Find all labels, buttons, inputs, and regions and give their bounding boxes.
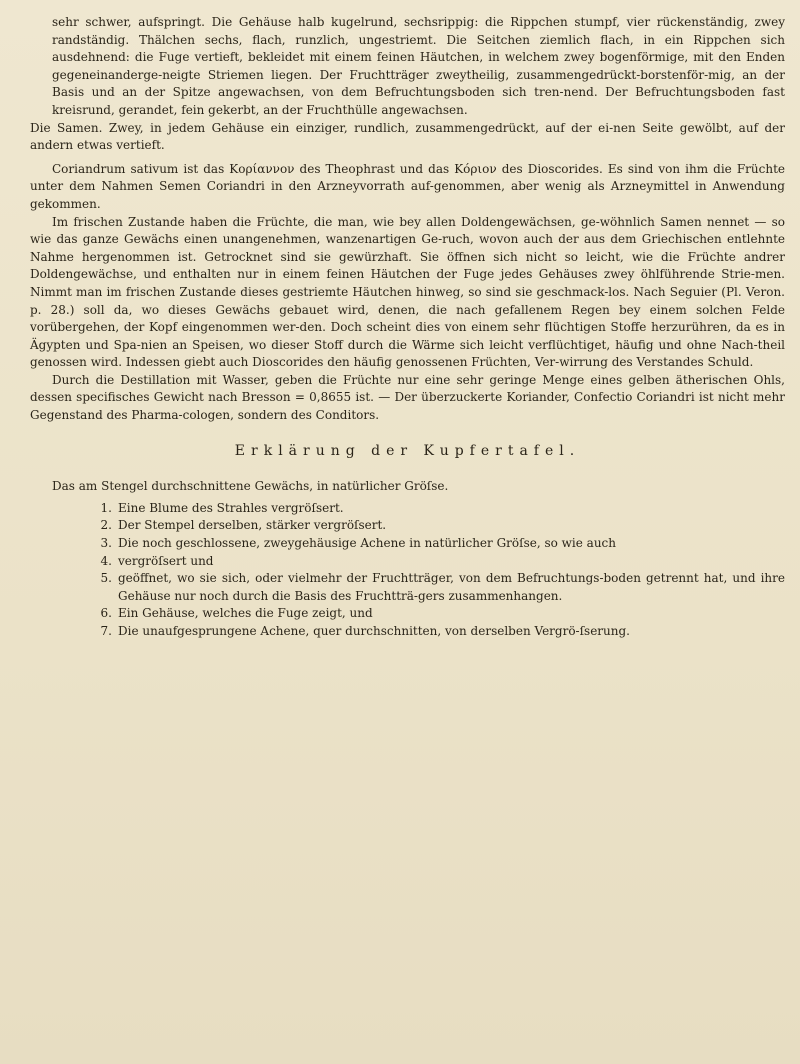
plate-explanation-heading: Erklärung der Kupfertafel. [234, 442, 581, 459]
item-text: Ein Gehäuse, welches die Fuge zeigt, und [118, 606, 373, 621]
list-item [30, 535, 785, 553]
item-number: 3. [100, 536, 112, 551]
item-text: Die noch geschlossene, zweygehäusige Achene in natürlicher Gröſse, so wie auch [118, 536, 617, 551]
seeds-paragraph: Die Samen. Zwey, in jedem Gehäuse ein einziger, rundlich, zusammengedrückt, auf der ei-nen Seite gewölbt, auf der andern etwas vertieft. [30, 120, 785, 153]
item-number: 6. [100, 606, 112, 621]
item-text: vergröſsert und [118, 553, 214, 568]
page-text [30, 14, 785, 641]
list-item [30, 500, 785, 518]
list-item [30, 570, 785, 605]
list-item [30, 553, 785, 571]
plate-intro-line: Das am Stengel durchschnittene Gewächs, in natürlicher Gröſse. [52, 479, 449, 494]
item-number: 2. [100, 518, 112, 533]
item-number: 4. [100, 553, 112, 568]
distillation-paragraph: Durch die Destillation mit Wasser, geben die Früchte nur eine sehr geringe Menge eines gelben ätherischen Ohls, dessen specifisches Gewicht nach Bresson = 0,8655 ist. — Der überzuckerte Koriander, Confectio Coriandri ist nicht mehr Gegenstand des Pharma-cologen, sondern des Conditors. [30, 372, 785, 423]
item-text: Der Stempel derselben, stärker vergröſsert. [118, 518, 387, 533]
fruit-description-paragraph: sehr schwer, aufspringt. Die Gehäuse halb kugelrund, sechsrippig: die Rippchen stumpf, vier rückenständig, zwey randständig. Thälchen sechs, flach, runzlich, ungestriemt. Die Seitchen ziemlich flach, in ein Rippchen sich ausdehnend: die Fuge vertieft, bekleidet mit einem feinen Häutchen, in welchem zwey bogenförmige, mit den Enden gegeneinanderge-neigte Striemen liegen. Der Fruchtträger zweytheilig, zusammengedrückt-borstenför-mig, an der Basis und an der Spitze angewachsen, von dem Befruchtungsboden sich tren-nend. Der Befruchtungsboden fast kreisrund, gerandet, fein gekerbt, an der Fruchthülle angewachsen. [52, 15, 785, 117]
item-number: 7. [100, 624, 112, 638]
list-item [30, 623, 785, 641]
fresh-state-paragraph: Im frischen Zustande haben die Früchte, die man, wie bey allen Doldengewächsen, ge-wöhnlich Samen nennet — so wie das ganze Gewächs einen unangenehmen, wanzenartigen Ge-ruch, wovon auch der aus dem Griechischen entlehnte Nahme hergenommen ist. Getrocknet sind sie gewürzhaft. Sie öffnen sich nicht so leicht, wie die Früchte andrer Doldengewächse, und enthalten nur in einem feinen Häutchen der Fuge jedes Gehäuses zwey öhlführende Strie-men. Nimmt man im frischen Zustande dieses gestriemte Häutchen hinweg, so sind sie geschmack-los. Nach Seguier (Pl. Veron. p. 28.) soll da, wo dieses Gewächs gebauet wird, denen, die nach gefallenem Regen bey einem solchen Felde vorübergehen, der Kopf eingenommen wer-den. Doch scheint dies von einem sehr flüchtigen Stoffe herzurühren, da es in Ägypten und Spa-nien an Speisen, wo dieser Stoff durch die Wärme sich leicht verflüchtiget, häufig und ohne Nach-theil genossen wird. Indessen giebt auch Dioscorides den häufig genossenen Früchten, Ver-wirrung des Verstandes Schuld. [30, 214, 785, 370]
item-number: 5. [100, 571, 112, 586]
item-text: Eine Blume des Strahles vergröſsert. [118, 500, 344, 515]
list-item [30, 605, 785, 623]
item-text: geöffnet, wo sie sich, oder vielmehr der Fruchtträger, von dem Befruchtungs-boden getrennt hat, und ihre Gehäuse nur noch durch die Basis des Fruchtträ-gers zusammenhangen. [118, 571, 785, 603]
coriandrum-intro-paragraph: Coriandrum sativum ist das Κορίαννον des Theophrast und das Κόριον des Dioscorides. Es sind von ihm die Früchte unter dem Nahmen Semen Coriandri in den Arzneyvorrath auf-genommen, aber wenig als Arzneymittel in Anwendung gekommen. [30, 161, 785, 211]
item-number: 1. [100, 500, 112, 515]
plate-figure-list [30, 500, 785, 641]
list-item [30, 517, 785, 535]
item-text: Die unaufgesprungene Achene, quer durchschnitten, von derselben Vergrö-ſserung. [118, 624, 630, 638]
